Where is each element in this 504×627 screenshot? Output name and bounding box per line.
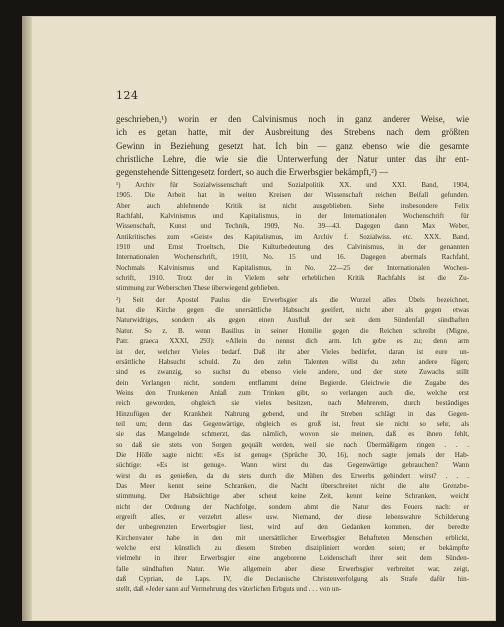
footnote-line: Internationalen Wochenschrift, 1910, No. 15 und 16. Dagegen abermals Rachfahl, [116,253,469,262]
footnote-line: vielmehr in ihrer Erwerbsgier eine angeborene Leidenschaft ihrer seit dem Sünden- [116,554,469,563]
footnote-line: Das Meer kennt seine Schranken, die Nacht überschreitet nicht die alte Grenzbe- [116,481,469,490]
page-binding-shadow [22,16,32,621]
footnote-line: Aber auch ablehnende Kritik ist nicht ausgeblieben. Siehe insbesondere Felix [116,201,469,210]
footnote-line: Kirchenvater habe in den mit unersättlicher Erwerbsgier Behafteten Menschen erblickt, [116,533,469,542]
footnote-line: ist der, welcher Vieles bedarf. Daß ihr aber Vieles bedürfet, daran ist eure un- [116,347,469,356]
footnote-line: daß Cyprian, de Laps. IV, die Decianische Christenverfolgung als Strafe dafür hin- [116,575,469,584]
footnote-line: hat die Kirche gegen die unersättliche Habsucht geeifert, nicht aber als gegen etwas [116,306,469,315]
footnote-2 [116,295,469,595]
footnote-line: Natur. So z. B. wenn Basilius in seiner Homilie gegen die Reichen schreibt (Migne, [116,326,469,335]
footnotes [116,180,469,596]
footnote-line: so daß sie stets von Sorgen gequält werden, weil sie nach Übermäßigem ringen . . . [116,440,469,449]
footnote-line: 1905. Die Arbeit hat in weiten Kreisen der Wissenschaft reichen Beifall gefunden. [116,191,469,200]
footnote-line: Weins den Trunkenen Anlaß zum Trinken gibt, so verlangen auch die, welche erst [116,388,469,397]
footnote-line: der unbegrenzten Erwerbsgier liest, wird auf den Gedanken kommen, der beredte [116,523,469,532]
footnote-line: schrift, 1910. Trotz der in Vielem sehr erheblichen Kritik Rachfahls ist die Zu- [116,274,469,283]
footnote-line: reich geworden, obgleich sie vieles besitzen, nach Mehrerem, durch beständiges [116,399,469,408]
footnote-line: dein Verlangen nicht, sondern entflammt deine Begierde. Gleichwie die Zugabe des [116,378,469,387]
page-number: 124 [116,89,139,102]
footnote-line: wirst du es genießen, da du stets durch die Mühen des Erwerbs gehindert wirst? . . . [116,471,469,480]
footnote-1 [116,180,469,294]
footnote-line: ²) Seit der Apostel Paulus die Erwerbsgier als die Wurzel alles Übels bezeichnet, [116,295,469,304]
body-paragraph [116,113,469,179]
footnote-line: teil um; denn das Gegenwärtige, obgleich es groß ist, freut sie nicht so sehr, als [116,419,469,428]
body-line: geschrieben,¹) worin er den Calvinismus noch in ganz anderer Weise, wie [116,114,469,124]
footnote-line: Hinzufügen der Krankheit Nahrung gebend, und ihr Streben schlägt in das Gegen- [116,409,469,418]
body-line: ich es getan hatte, mit der Ausbreitung des Strebens nach dem größten [116,127,469,138]
footnote-line: nicht der Ordnung der Nachfolge, sondern ahmt die Natur des Feuers nach: er [116,502,469,511]
footnote-line: stimmung zur Weberschen These überwiegend geblieben. [116,284,280,293]
body-line: gegenstehende Sittengesetz fordert, so auch die Erwerbsgier bekämpft,²) — [116,167,389,178]
footnote-line: ergreift alles, er verzehrt alles« usw. Niemand, der diese lebenswahre Schilderung [116,513,469,521]
footnote-line: falle sündhaften Natur. Wie allgemein aber diese Erwerbsgier verbreitet war, zeigt, [116,564,469,573]
body-line: christliche Lehre, die wie sie die Unterwerfung der Natur unter das ihr ent- [116,153,469,164]
body-line: Gewinn in Beziehung gesetzt hat. Ich bin — ganz ebenso wie die gesamte [116,140,469,151]
footnote-line: ¹) Archiv für Sozialwissenschaft und Sozialpolitik XX. und XXI. Band, 1904, [116,181,469,189]
footnote-line: sie das Mangelnde schmerzt, das nämlich, wovon sie meinen, daß es ihnen fehlt, [116,430,469,439]
footnote-line: Antikritisches zum »Geist« des Kapitalismus, im Archiv f. Sozialwiss. etc. XXX. Band, [116,232,469,241]
footnote-line: Die Hölle sagte nicht: »Es ist genug« (Sprüche 30, 16), noch sagte jemals der Hab- [116,450,469,459]
footnote-line: Patr. graeca XXXI, 293): »Allein du nennst dich arm. Ich gebe es zu; denn arm [116,337,469,346]
footnote-line: 1910 und Ernst Troeltsch, Die Kulturbedeutung des Calvinismus, in der genannten [116,243,469,252]
footnote-line: Rachfahl, Kalvinismus und Kapitalismus, in der Internationalen Wochenschrift für [116,212,469,221]
footnote-line: ersättliche Habsucht schuld. Zu den zehn Talenten willst du zehn andere fügen; [116,357,469,366]
footnote-line: stellt, daß »Jeder sann auf Vermehrung des väterlichen Erbguts und . . . von un- [116,585,342,594]
footnote-line: Wissenschaft, Kunst und Technik, 1909, No. 39—43. Dagegen dann Max Weber, [116,222,469,231]
footnote-line: Naturwidriges, sondern als gegen einen Ausfluß der seit dem Sündenfall sündhaften [116,316,469,325]
footnote-line: stimmung. Der Habsüchtige aber scheut keine Zeit, kennt keine Schranken, weicht [116,492,469,501]
footnote-line: süchtige: »Es ist genug«. Wann wirst du das Gegenwärtige gebrauchen? Wann [116,461,469,470]
footnote-line: sind es zwanzig, so suchst du ebenso viele andere, und der stete Zuwachs stillt [116,368,469,377]
footnote-line: Nochmals Kalvinismus und Kapitalismus, in No. 22—25 der Internationalen Wochen- [116,263,469,272]
footnote-line: welche erst künstlich zu diesem Streben diszipliniert worden seien; er bekämpfte [116,544,469,553]
